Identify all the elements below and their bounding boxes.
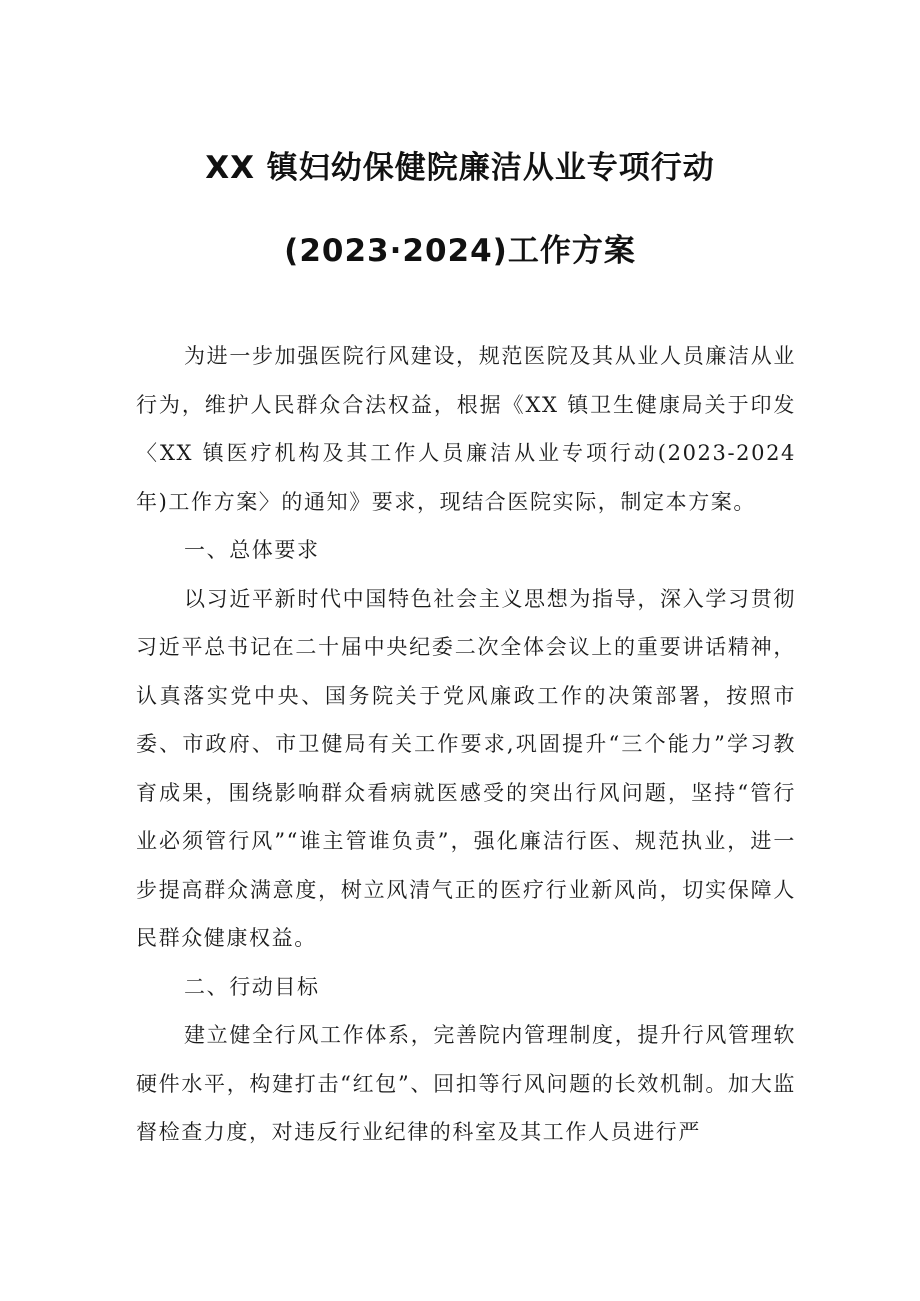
action-goals-paragraph: 建立健全行风工作体系，完善院内管理制度，提升行风管理软硬件水平，构建打击“红包”、回扣等行风问题的长效机制。加大监督检查力度，对违反行业纪律的科室及其工作人员进行严 xyxy=(136,1023,796,1144)
document-title-line-2: (2023·2024)工作方案 xyxy=(284,233,636,269)
document-title-line-1: XX 镇妇幼保健院廉洁从业专项行动 xyxy=(205,150,715,186)
section-heading-action-goals: 二、行动目标 xyxy=(184,974,320,999)
section-heading-general-requirements: 一、总体要求 xyxy=(184,538,320,562)
document-body xyxy=(136,332,796,1157)
general-requirements-paragraph: 以习近平新时代中国特色社会主义思想为指导，深入学习贯彻习近平总书记在二十届中央纪委二次全体会议上的重要讲话精神，认真落实党中央、国务院关于党风廉政工作的决策部署，按照市委、市政府、市卫健局有关工作要求,巩固提升“三个能力”学习教育成果，围绕影响群众看病就医感受的突出行风问题，坚持“管行业必须管行风”“谁主管谁负责”，强化廉洁行医、规范执业，进一步提高群众满意度，树立风清气正的医疗行业新风尚，切实保障人民群众健康权益。 xyxy=(136,586,796,950)
intro-paragraph: 为进一步加强医院行风建设，规范医院及其从业人员廉洁从业行为，维护人民群众合法权益，根据《XX 镇卫生健康局关于印发〈XX 镇医疗机构及其工作人员廉洁从业专项行动(2023-2024年)工作方案〉的通知》要求，现结合医院实际，制定本方案。 xyxy=(136,344,796,514)
